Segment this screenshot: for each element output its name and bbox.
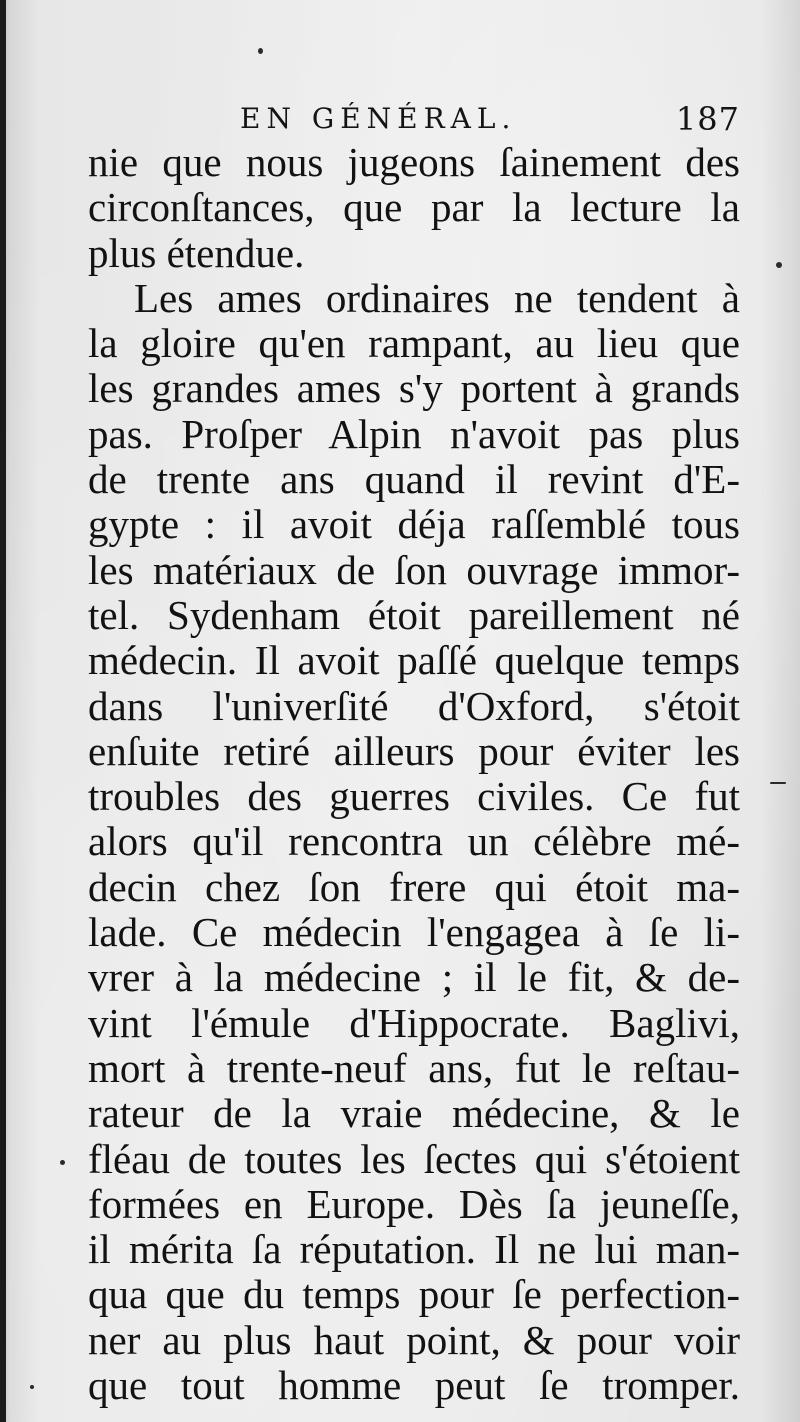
text-line: que tout homme peut ſe tromper. bbox=[88, 1362, 740, 1409]
text-line: les grandes ames s'y portent à grands bbox=[88, 365, 740, 412]
text-line: pas. Proſper Alpin n'avoit pas plus bbox=[88, 410, 740, 457]
text-line: vrer à la médecine ; il le fit, & de- bbox=[88, 954, 740, 1001]
ink-speck bbox=[770, 782, 786, 784]
text-line: dans l'univerſité d'Oxford, s'étoit bbox=[88, 682, 740, 729]
ink-speck bbox=[258, 48, 263, 54]
text-line: qua que du temps pour ſe perfection- bbox=[88, 1271, 740, 1318]
page-number: 187 bbox=[675, 100, 740, 138]
text-line: plus étendue. bbox=[88, 229, 305, 276]
ink-speck bbox=[60, 1160, 65, 1165]
text-line: enſuite retiré ailleurs pour éviter les bbox=[88, 727, 740, 774]
text-line: vint l'émule d'Hippocrate. Baglivi, bbox=[88, 999, 740, 1046]
text-line: decin chez ſon frere qui étoit ma- bbox=[88, 863, 740, 910]
running-head bbox=[90, 100, 740, 140]
text-line: troubles des guerres civiles. Ce fut bbox=[88, 773, 740, 820]
text-line: les matériaux de ſon ouvrage immor- bbox=[88, 546, 740, 593]
text-line: circonſtances, que par la lecture la bbox=[88, 184, 740, 231]
text-line: la gloire qu'en rampant, au lieu que bbox=[88, 320, 740, 367]
page-edge-shadow bbox=[0, 0, 6, 1422]
text-line: gypte : il avoit déja raſſemblé tous bbox=[88, 501, 740, 548]
text-line: de trente ans quand il revint d'E- bbox=[88, 456, 740, 503]
text-line: tel. Sydenham étoit pareillement né bbox=[88, 591, 740, 638]
text-line: formées en Europe. Dès ſa jeuneſſe, bbox=[88, 1180, 740, 1227]
text-line: fléau de toutes les ſectes qui s'étoient bbox=[88, 1135, 740, 1182]
ink-speck bbox=[776, 262, 782, 268]
running-head-title: EN GÉNÉRAL. bbox=[240, 102, 517, 135]
text-line: rateur de la vraie médecine, & le bbox=[88, 1090, 740, 1137]
text-line: mort à trente-neuf ans, fut le reſtau- bbox=[88, 1044, 740, 1091]
text-line: il mérita ſa réputation. Il ne lui man- bbox=[88, 1226, 740, 1273]
text-line: nie que nous jugeons ſainement des bbox=[88, 139, 740, 185]
body-text bbox=[88, 140, 740, 1408]
text-line: lade. Ce médecin l'engagea à ſe li- bbox=[88, 909, 740, 956]
text-line: alors qu'il rencontra un célèbre mé- bbox=[88, 818, 740, 865]
ink-speck bbox=[30, 1385, 34, 1389]
text-line: médecin. Il avoit paſſé quelque temps bbox=[88, 637, 740, 684]
text-line: ner au plus haut point, & pour voir bbox=[88, 1316, 740, 1363]
text-line: Les ames ordinaires ne tendent à bbox=[134, 274, 740, 321]
